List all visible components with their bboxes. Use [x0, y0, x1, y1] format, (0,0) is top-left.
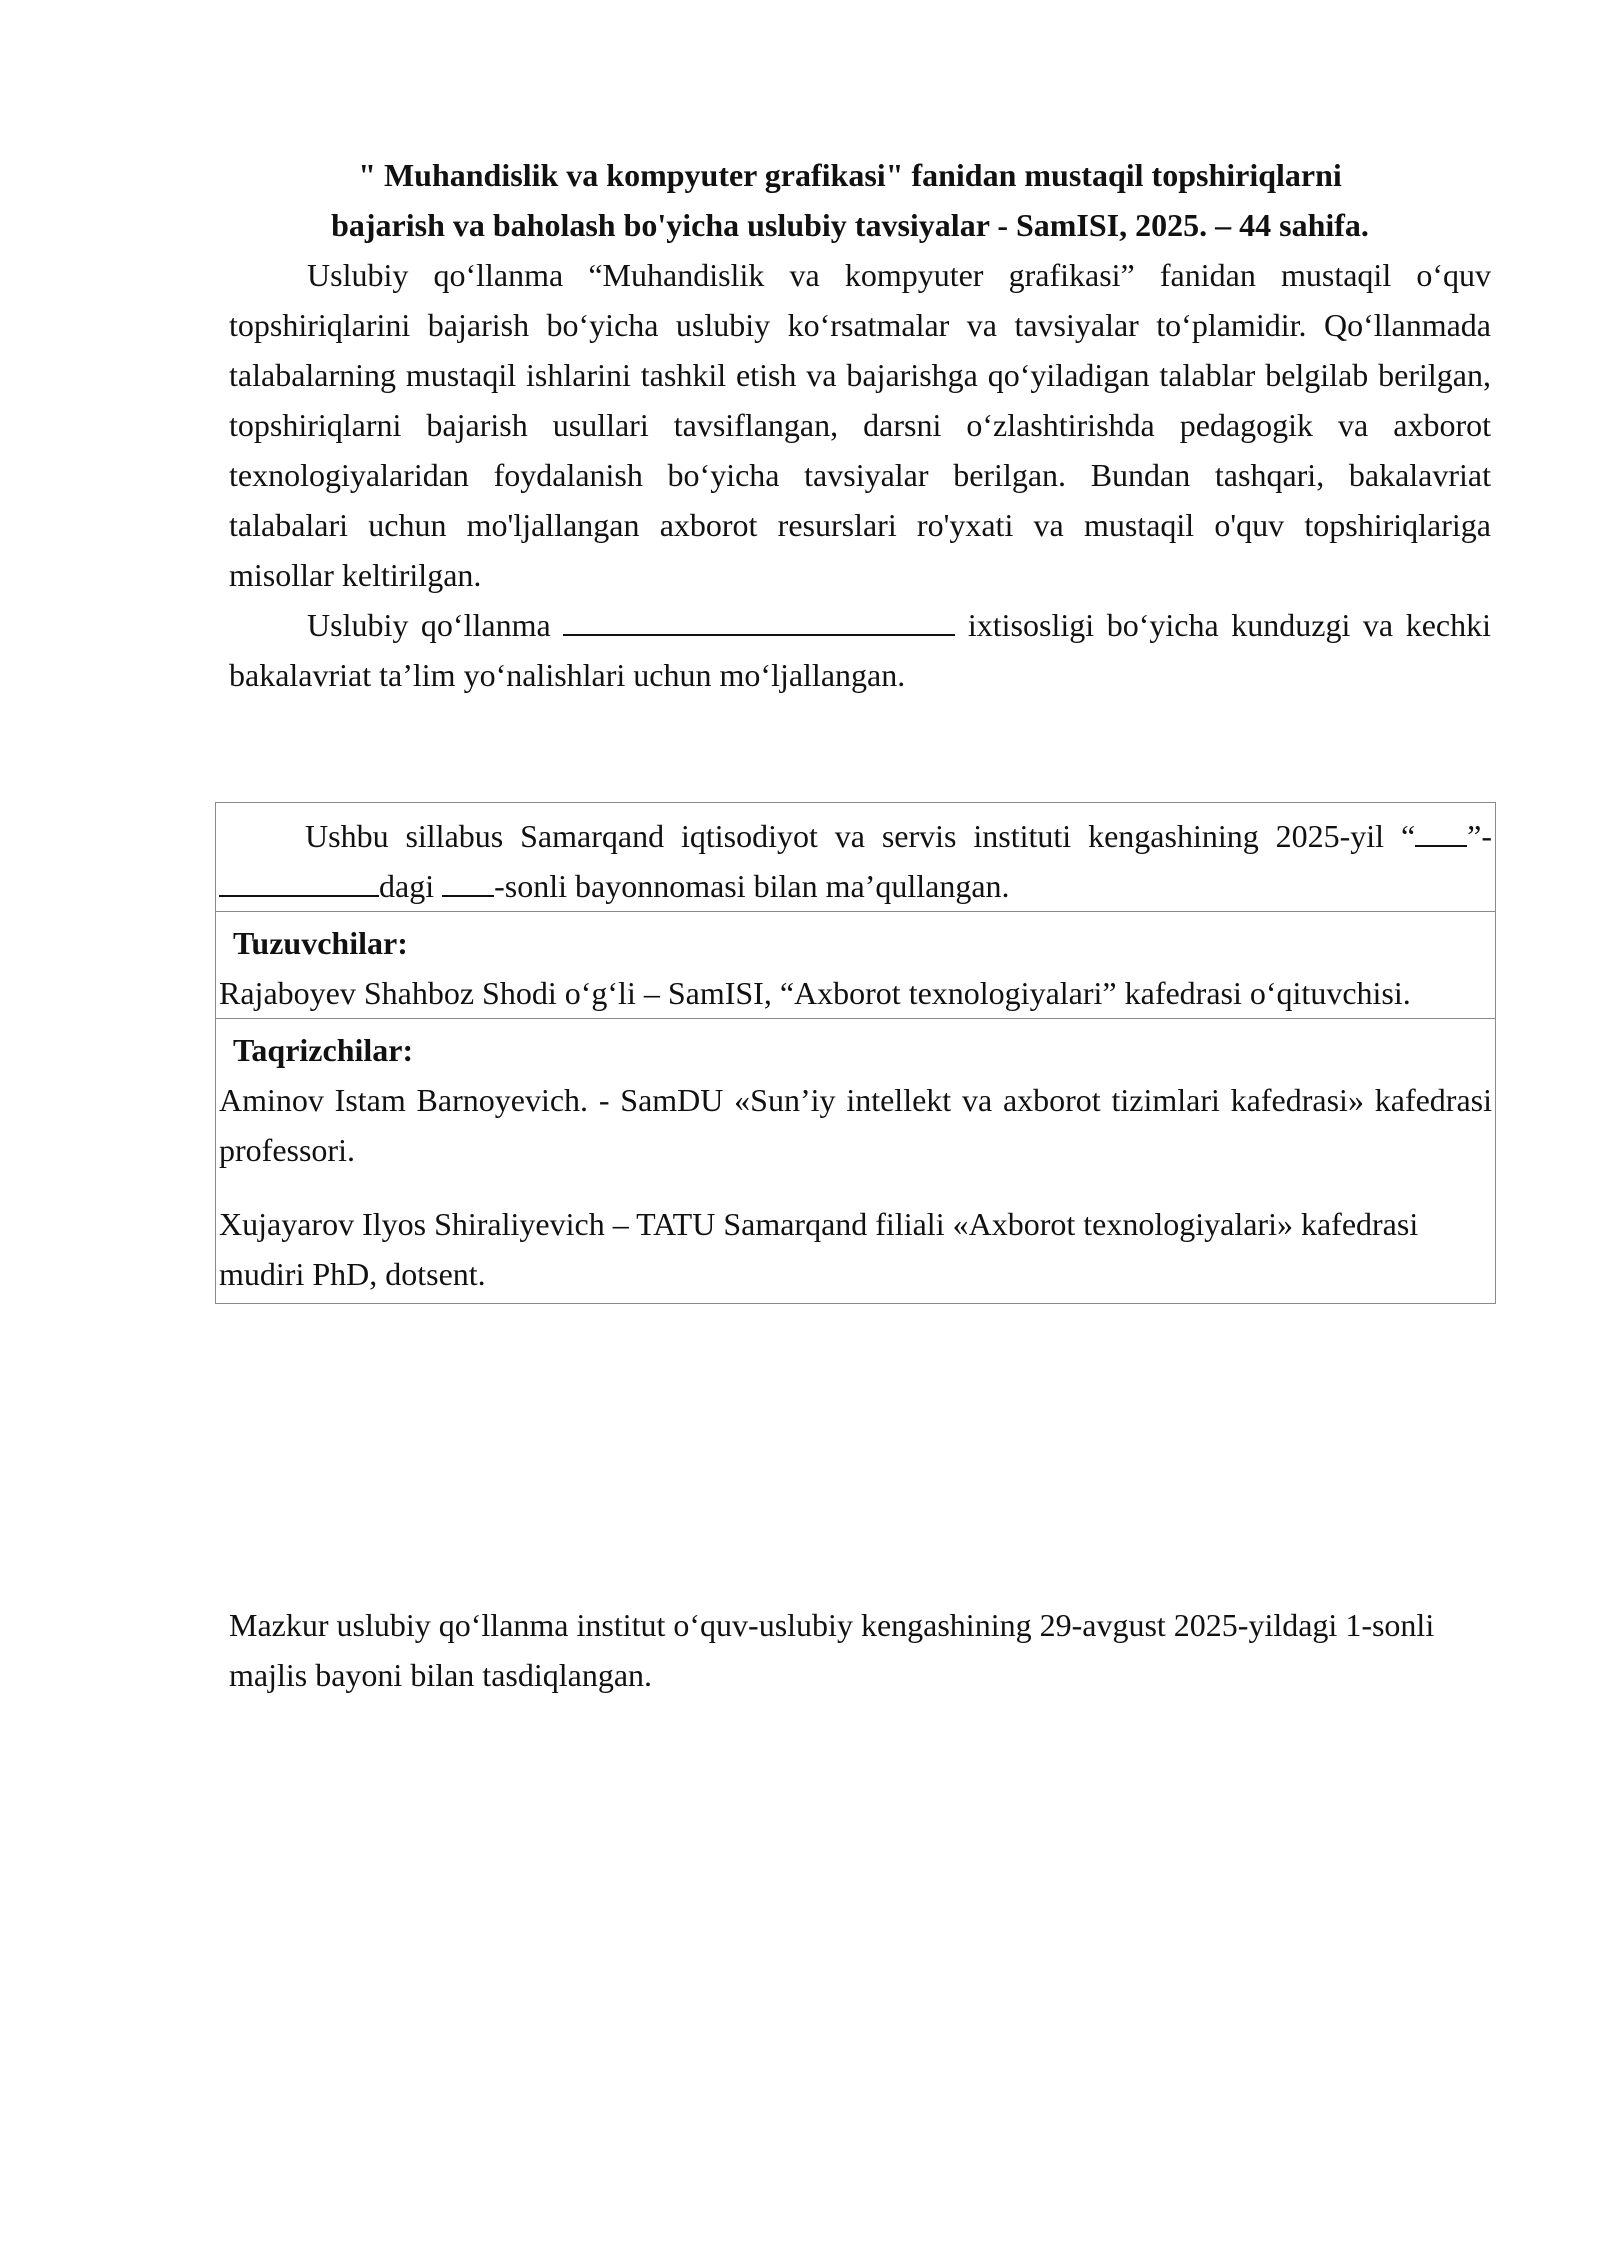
- reviewer-1: Aminov Istam Barnoyevich. - SamDU «Sun’iy intellekt va axborot tizimlari kafedrasi» kafedrasi professori.: [219, 1082, 1492, 1168]
- title-line-2: bajarish va baholash bo'yicha uslubiy tavsiyalar - SamISI, 2025. – 44 sahifa.: [331, 207, 1369, 243]
- document-title: [200, 150, 1500, 250]
- reviewers-row: [216, 1019, 1496, 1304]
- approval-day-blank: [1415, 815, 1467, 847]
- authors-row: [216, 912, 1496, 1019]
- abstract: [229, 250, 1491, 700]
- abstract-paragraph-1: Uslubiy qo‘llanma “Muhandislik va kompyuter grafikasi” fanidan mustaqil o‘quv topshiriqlarini bajarish bo‘yicha uslubiy ko‘rsatmalar va tavsiyalar to‘plamidir. Qo‘llanmada talabalarning mustaqil ishlarini tashkil etish va bajarishga qo‘yiladigan talablar belgilab berilgan, topshiriqlarni bajarish usullari tavsiflangan, darsni o‘zlashtirishda pedagogik va axborot texnologiyalaridan foydalanish bo‘yicha tavsiyalar berilgan. Bundan tashqari, bakalavriat talabalari uchun mo'ljallangan axborot resurslari ro'yxati va mustaqil o'quv topshiriqlariga misollar keltirilgan.: [229, 257, 1491, 593]
- reviewers-heading: Taqrizchilar:: [233, 1032, 414, 1068]
- approval-line-end: -sonli bayonnomasi bilan ma’qullangan.: [494, 868, 1010, 904]
- authors-text: Rajaboyev Shahboz Shodi o‘g‘li – SamISI, “Axborot texnologiyalari” kafedrasi o‘qituvchisi.: [219, 975, 1411, 1011]
- abstract-paragraph-2-end: ixtisosligi bo‘yicha kunduzgi va kechki bakalavriat ta’lim yo‘nalishlari uchun mo‘ljallangan.: [229, 607, 1492, 693]
- approval-line-start: Ushbu sillabus Samarqand iqtisodiyot va servis instituti kengashining 2025-yil “: [305, 818, 1416, 854]
- approval-text: [219, 803, 1492, 911]
- abstract-paragraph-2-start: Uslubiy qo‘llanma: [307, 607, 551, 643]
- council-approval-note: Mazkur uslubiy qo‘llanma institut o‘quv-uslubiy kengashining 29-avgust 2025-yildagi 1-sonli majlis bayoni bilan tasdiqlangan.: [229, 1607, 1435, 1693]
- reviewer-2: Xujayarov Ilyos Shiraliyevich – TATU Samarqand filiali «Axborot texnologiyalari» kafedrasi mudiri PhD, dotsent.: [219, 1206, 1419, 1292]
- approval-table: [215, 802, 1496, 1304]
- authors-heading: Tuzuvchilar:: [233, 925, 408, 961]
- approval-month-blank: [219, 865, 379, 897]
- approval-quote-close: ”-: [1467, 818, 1492, 854]
- approval-number-blank: [442, 865, 494, 897]
- approval-dagi: dagi: [379, 868, 435, 904]
- abstract-paragraph-2: [229, 600, 1491, 700]
- specialty-blank-line: [563, 604, 955, 636]
- approval-row: [216, 803, 1496, 912]
- title-line-1: " Muhandislik va kompyuter grafikasi" fanidan mustaqil topshiriqlarni: [358, 157, 1342, 193]
